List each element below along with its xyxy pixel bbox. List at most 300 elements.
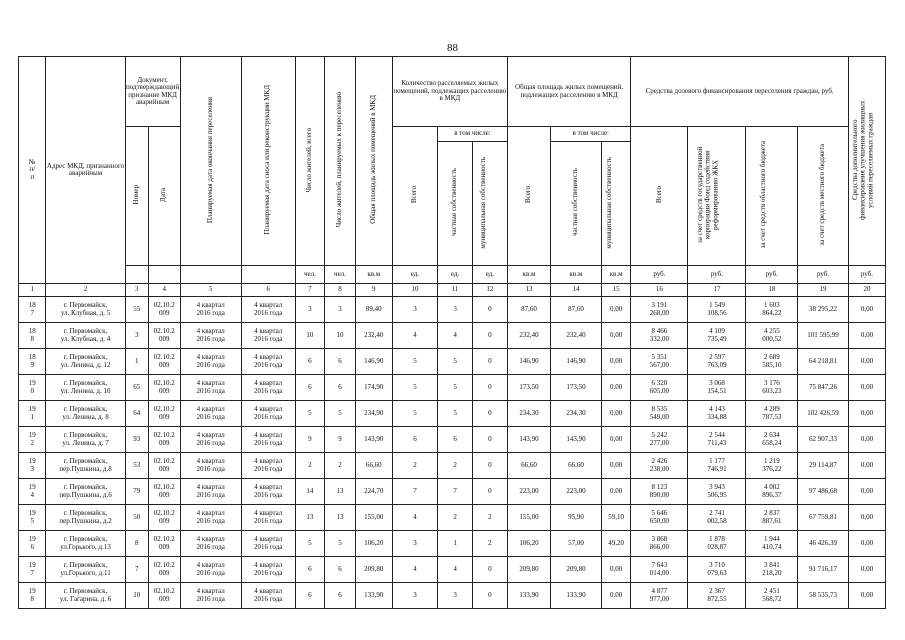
funds-regional-cell: 2 689 585,10 bbox=[746, 349, 798, 375]
demolition-date-cell: 4 квартал 2016 года bbox=[241, 557, 295, 583]
rooms-total-cell: 3 bbox=[392, 583, 437, 609]
funds-total-cell: 8 466 332,00 bbox=[631, 323, 688, 349]
funds-total-cell: 2 426 238,00 bbox=[631, 453, 688, 479]
area-private-cell: 143,90 bbox=[551, 427, 602, 453]
funds-regional-cell: 1 603 864,22 bbox=[746, 297, 798, 323]
residents-total-cell: 14 bbox=[295, 479, 325, 505]
unit-cell: чел. bbox=[295, 266, 325, 284]
header-count-group: Количество расселяемых жилых помещений, подлежащих расселению в МКД bbox=[392, 57, 507, 127]
table-row bbox=[19, 427, 886, 453]
doc-date-cell: 02.10.2 009 bbox=[148, 323, 180, 349]
residents-planned-cell: 13 bbox=[325, 479, 356, 505]
residents-planned-cell: 6 bbox=[325, 349, 356, 375]
relocation-end-cell: 4 квартал 2016 года bbox=[180, 401, 241, 427]
doc-date-cell: 02.10.2 009 bbox=[148, 427, 180, 453]
funds-additional-cell: 0,00 bbox=[848, 297, 885, 323]
funds-additional-cell: 0,00 bbox=[848, 427, 885, 453]
total-area-cell: 143,90 bbox=[355, 427, 392, 453]
header-area-including: в том числе: bbox=[551, 127, 631, 142]
rooms-municipal-cell: 0 bbox=[472, 479, 507, 505]
relocation-table bbox=[18, 56, 886, 609]
header-residents-planned: Число жителей, планируемых к переселению bbox=[325, 57, 356, 266]
header-document: Документ, подтверждающий признание МКД аварийным bbox=[125, 57, 180, 127]
table-row bbox=[19, 583, 886, 609]
relocation-end-cell: 4 квартал 2016 года bbox=[180, 479, 241, 505]
row-number-cell: 19 5 bbox=[19, 505, 46, 531]
rooms-municipal-cell: 0 bbox=[472, 401, 507, 427]
rooms-private-cell: 2 bbox=[438, 505, 473, 531]
residents-planned-cell: 6 bbox=[325, 557, 356, 583]
unit-cell: руб. bbox=[746, 266, 798, 284]
residents-planned-cell: 9 bbox=[325, 427, 356, 453]
funds-additional-cell: 0,00 bbox=[848, 375, 885, 401]
relocation-end-cell: 4 квартал 2016 года bbox=[180, 557, 241, 583]
column-number-cell: 17 bbox=[688, 284, 746, 297]
area-municipal-cell: 0,00 bbox=[601, 323, 631, 349]
page-number: 88 bbox=[447, 42, 458, 54]
residents-planned-cell: 5 bbox=[325, 401, 356, 427]
row-number-cell: 19 2 bbox=[19, 427, 46, 453]
address-cell: г. Первомайск, ул. Клубная, д. 4 bbox=[46, 323, 125, 349]
row-number-cell: 19 8 bbox=[19, 583, 46, 609]
area-total-cell: 232,40 bbox=[507, 323, 550, 349]
doc-date-cell: 02.10.2 009 bbox=[148, 375, 180, 401]
demolition-date-cell: 4 квартал 2016 года bbox=[241, 427, 295, 453]
total-area-cell: 209,80 bbox=[355, 557, 392, 583]
header-planned-relocation-end: Планируемая дата окончания переселения bbox=[180, 57, 241, 266]
doc-date-cell: 02.10.2 009 bbox=[148, 349, 180, 375]
address-cell: г. Первомайск, ул.Горького, д.11 bbox=[46, 557, 125, 583]
funds-additional-cell: 0,00 bbox=[848, 531, 885, 557]
rooms-municipal-cell: 0 bbox=[472, 375, 507, 401]
area-municipal-cell: 0,00 bbox=[601, 375, 631, 401]
header-total-area: Общая площадь жилых помещений в МКД bbox=[355, 57, 392, 266]
table-row bbox=[19, 375, 886, 401]
area-total-cell: 223,00 bbox=[507, 479, 550, 505]
unit-cell: ед. bbox=[392, 266, 437, 284]
funds-regional-cell: 1 219 376,22 bbox=[746, 453, 798, 479]
residents-planned-cell: 5 bbox=[325, 531, 356, 557]
header-address: Адрес МКД, признанного аварийным bbox=[46, 57, 125, 284]
unit-cell: чел. bbox=[325, 266, 356, 284]
funds-local-cell: 64 218,81 bbox=[798, 349, 849, 375]
funds-local-cell: 102 426,59 bbox=[798, 401, 849, 427]
rooms-total-cell: 4 bbox=[392, 323, 437, 349]
header-row-num: № п/ п bbox=[19, 57, 46, 284]
header-area-total: Всего bbox=[507, 127, 550, 266]
residents-total-cell: 10 bbox=[295, 323, 325, 349]
row-number-cell: 18 9 bbox=[19, 349, 46, 375]
column-number-cell: 2 bbox=[46, 284, 125, 297]
funds-additional-cell: 0,00 bbox=[848, 583, 885, 609]
residents-total-cell: 2 bbox=[295, 453, 325, 479]
total-area-cell: 155,00 bbox=[355, 505, 392, 531]
residents-planned-cell: 13 bbox=[325, 505, 356, 531]
rooms-total-cell: 7 bbox=[392, 479, 437, 505]
header-area-private: частная собственность bbox=[551, 142, 602, 266]
funds-total-cell: 3 191 268,00 bbox=[631, 297, 688, 323]
doc-number-cell: 53 bbox=[125, 453, 148, 479]
header-count-private: частная собственность bbox=[438, 142, 473, 266]
header-fund-federal: за счет средств государственной корпорации Фонд содействия реформированию ЖКХ bbox=[688, 127, 746, 266]
rooms-private-cell: 1 bbox=[438, 531, 473, 557]
residents-planned-cell: 10 bbox=[325, 323, 356, 349]
header-area-municipal: муниципальная собственность bbox=[601, 142, 631, 266]
area-private-cell: 173,50 bbox=[551, 375, 602, 401]
column-number-cell: 14 bbox=[551, 284, 602, 297]
address-cell: г. Первомайск, пер.Пушкина, д.8 bbox=[46, 453, 125, 479]
funds-federal-cell: 4 143 334,88 bbox=[688, 401, 746, 427]
area-municipal-cell: 49,20 bbox=[601, 531, 631, 557]
rooms-total-cell: 2 bbox=[392, 453, 437, 479]
unit-cell: руб. bbox=[798, 266, 849, 284]
rooms-private-cell: 4 bbox=[438, 323, 473, 349]
funds-local-cell: 29 114,87 bbox=[798, 453, 849, 479]
row-number-cell: 19 1 bbox=[19, 401, 46, 427]
column-number-cell: 15 bbox=[601, 284, 631, 297]
funds-federal-cell: 1 549 108,56 bbox=[688, 297, 746, 323]
funds-total-cell: 5 351 567,00 bbox=[631, 349, 688, 375]
column-number-cell: 18 bbox=[746, 284, 798, 297]
area-total-cell: 87,60 bbox=[507, 297, 550, 323]
rooms-total-cell: 5 bbox=[392, 349, 437, 375]
demolition-date-cell: 4 квартал 2016 года bbox=[241, 583, 295, 609]
funds-local-cell: 101 595,99 bbox=[798, 323, 849, 349]
area-municipal-cell: 59,10 bbox=[601, 505, 631, 531]
area-private-cell: 223,00 bbox=[551, 479, 602, 505]
unit-cell bbox=[148, 266, 180, 284]
funds-regional-cell: 3 841 218,20 bbox=[746, 557, 798, 583]
funds-regional-cell: 4 289 787,53 bbox=[746, 401, 798, 427]
residents-total-cell: 5 bbox=[295, 531, 325, 557]
table-row bbox=[19, 557, 886, 583]
funds-local-cell: 38 295,22 bbox=[798, 297, 849, 323]
header-fund-additional: Средства дополнительного финансирования улучшения жилищных условий переселяемых граждан bbox=[848, 57, 885, 266]
funds-additional-cell: 0,00 bbox=[848, 349, 885, 375]
residents-total-cell: 5 bbox=[295, 401, 325, 427]
header-count-municipal: муниципальная собственность bbox=[472, 142, 507, 266]
funds-federal-cell: 3 710 079,63 bbox=[688, 557, 746, 583]
funds-total-cell: 8 535 549,00 bbox=[631, 401, 688, 427]
rooms-total-cell: 5 bbox=[392, 375, 437, 401]
unit-cell bbox=[125, 266, 148, 284]
column-number-cell: 1 bbox=[19, 284, 46, 297]
column-number-cell: 11 bbox=[438, 284, 473, 297]
table-row bbox=[19, 531, 886, 557]
funds-additional-cell: 0,00 bbox=[848, 557, 885, 583]
residents-planned-cell: 6 bbox=[325, 375, 356, 401]
rooms-private-cell: 6 bbox=[438, 427, 473, 453]
row-number-cell: 18 7 bbox=[19, 297, 46, 323]
area-private-cell: 95,90 bbox=[551, 505, 602, 531]
column-number-cell: 9 bbox=[355, 284, 392, 297]
header-residents-total: Число жителей, всего bbox=[295, 57, 325, 266]
area-private-cell: 133,90 bbox=[551, 583, 602, 609]
funds-regional-cell: 2 634 658,24 bbox=[746, 427, 798, 453]
area-total-cell: 66,60 bbox=[507, 453, 550, 479]
residents-total-cell: 6 bbox=[295, 375, 325, 401]
doc-date-cell: 02.10.2 009 bbox=[148, 297, 180, 323]
relocation-end-cell: 4 квартал 2016 года bbox=[180, 427, 241, 453]
unit-cell: кв.м bbox=[551, 266, 602, 284]
funds-federal-cell: 3 068 154,51 bbox=[688, 375, 746, 401]
total-area-cell: 66,60 bbox=[355, 453, 392, 479]
funds-total-cell: 7 643 014,00 bbox=[631, 557, 688, 583]
area-total-cell: 133,90 bbox=[507, 583, 550, 609]
doc-number-cell: 10 bbox=[125, 583, 148, 609]
row-number-cell: 19 0 bbox=[19, 375, 46, 401]
total-area-cell: 133,90 bbox=[355, 583, 392, 609]
rooms-total-cell: 3 bbox=[392, 297, 437, 323]
column-number-cell: 5 bbox=[180, 284, 241, 297]
column-number-cell: 6 bbox=[241, 284, 295, 297]
area-private-cell: 66,60 bbox=[551, 453, 602, 479]
total-area-cell: 232,40 bbox=[355, 323, 392, 349]
column-number-cell: 13 bbox=[507, 284, 550, 297]
header-fund-regional: за счет средств областного бюджета bbox=[746, 127, 798, 266]
residents-planned-cell: 3 bbox=[325, 297, 356, 323]
row-number-cell: 18 8 bbox=[19, 323, 46, 349]
row-number-cell: 19 7 bbox=[19, 557, 46, 583]
funds-regional-cell: 2 837 887,61 bbox=[746, 505, 798, 531]
column-number-cell: 8 bbox=[325, 284, 356, 297]
rooms-private-cell: 3 bbox=[438, 297, 473, 323]
funds-local-cell: 58 535,73 bbox=[798, 583, 849, 609]
funds-additional-cell: 0,00 bbox=[848, 505, 885, 531]
relocation-end-cell: 4 квартал 2016 года bbox=[180, 349, 241, 375]
header-fund-local: за счет средств местного бюджета bbox=[798, 127, 849, 266]
rooms-total-cell: 5 bbox=[392, 401, 437, 427]
header-doc-number: Номер bbox=[125, 127, 148, 266]
doc-number-cell: 7 bbox=[125, 557, 148, 583]
funds-federal-cell: 1 878 028,87 bbox=[688, 531, 746, 557]
address-cell: г. Первомайск, ул.Горького, д.13 bbox=[46, 531, 125, 557]
unit-cell: руб. bbox=[688, 266, 746, 284]
demolition-date-cell: 4 квартал 2016 года bbox=[241, 531, 295, 557]
demolition-date-cell: 4 квартал 2016 года bbox=[241, 375, 295, 401]
funds-federal-cell: 1 177 746,91 bbox=[688, 453, 746, 479]
area-private-cell: 232,40 bbox=[551, 323, 602, 349]
column-number-cell: 4 bbox=[148, 284, 180, 297]
doc-number-cell: 55 bbox=[125, 297, 148, 323]
header-funds-group: Средства долевого финансирования переселения граждан, руб. bbox=[631, 57, 848, 127]
area-municipal-cell: 0,00 bbox=[601, 557, 631, 583]
area-municipal-cell: 0,00 bbox=[601, 349, 631, 375]
rooms-municipal-cell: 0 bbox=[472, 583, 507, 609]
funds-federal-cell: 2 367 872,55 bbox=[688, 583, 746, 609]
funds-total-cell: 5 242 277,00 bbox=[631, 427, 688, 453]
funds-federal-cell: 3 943 506,95 bbox=[688, 479, 746, 505]
rooms-municipal-cell: 2 bbox=[472, 505, 507, 531]
total-area-cell: 146,90 bbox=[355, 349, 392, 375]
column-number-cell: 12 bbox=[472, 284, 507, 297]
funds-regional-cell: 1 944 410,74 bbox=[746, 531, 798, 557]
residents-total-cell: 6 bbox=[295, 583, 325, 609]
table-row bbox=[19, 349, 886, 375]
area-total-cell: 173,50 bbox=[507, 375, 550, 401]
doc-number-cell: 79 bbox=[125, 479, 148, 505]
funds-total-cell: 6 320 605,00 bbox=[631, 375, 688, 401]
rooms-municipal-cell: 0 bbox=[472, 349, 507, 375]
demolition-date-cell: 4 квартал 2016 года bbox=[241, 323, 295, 349]
unit-cell bbox=[180, 266, 241, 284]
doc-number-cell: 50 bbox=[125, 505, 148, 531]
funds-local-cell: 67 759,81 bbox=[798, 505, 849, 531]
unit-cell: кв.м bbox=[601, 266, 631, 284]
area-municipal-cell: 0,00 bbox=[601, 453, 631, 479]
rooms-private-cell: 5 bbox=[438, 349, 473, 375]
funds-federal-cell: 2 741 002,58 bbox=[688, 505, 746, 531]
funds-regional-cell: 4 255 000,52 bbox=[746, 323, 798, 349]
area-municipal-cell: 0,00 bbox=[601, 401, 631, 427]
address-cell: г. Первомайск, пер.Пушкина, д.6 bbox=[46, 479, 125, 505]
area-municipal-cell: 0,00 bbox=[601, 297, 631, 323]
rooms-private-cell: 5 bbox=[438, 401, 473, 427]
rooms-total-cell: 6 bbox=[392, 427, 437, 453]
rooms-private-cell: 5 bbox=[438, 375, 473, 401]
residents-total-cell: 9 bbox=[295, 427, 325, 453]
funds-additional-cell: 0,00 bbox=[848, 401, 885, 427]
row-number-cell: 19 6 bbox=[19, 531, 46, 557]
row-number-cell: 19 3 bbox=[19, 453, 46, 479]
header-count-total: Всего bbox=[392, 127, 437, 266]
demolition-date-cell: 4 квартал 2016 года bbox=[241, 297, 295, 323]
address-cell: г. Первомайск, ул. Ленина, д. 8 bbox=[46, 401, 125, 427]
rooms-total-cell: 4 bbox=[392, 557, 437, 583]
demolition-date-cell: 4 квартал 2016 года bbox=[241, 453, 295, 479]
funds-local-cell: 91 716,17 bbox=[798, 557, 849, 583]
doc-number-cell: 8 bbox=[125, 531, 148, 557]
funds-regional-cell: 4 082 896,37 bbox=[746, 479, 798, 505]
table-row bbox=[19, 479, 886, 505]
unit-cell: руб. bbox=[848, 266, 885, 284]
doc-date-cell: 02.10.2 009 bbox=[148, 401, 180, 427]
funds-regional-cell: 2 451 568,72 bbox=[746, 583, 798, 609]
rooms-municipal-cell: 2 bbox=[472, 531, 507, 557]
relocation-end-cell: 4 квартал 2016 года bbox=[180, 583, 241, 609]
funds-local-cell: 46 426,39 bbox=[798, 531, 849, 557]
funds-regional-cell: 3 176 603,23 bbox=[746, 375, 798, 401]
doc-date-cell: 02.10.2 009 bbox=[148, 453, 180, 479]
rooms-private-cell: 3 bbox=[438, 583, 473, 609]
area-total-cell: 209,80 bbox=[507, 557, 550, 583]
funds-additional-cell: 0,00 bbox=[848, 453, 885, 479]
area-total-cell: 146,90 bbox=[507, 349, 550, 375]
relocation-end-cell: 4 квартал 2016 года bbox=[180, 505, 241, 531]
doc-date-cell: 02.10.2 009 bbox=[148, 531, 180, 557]
relocation-end-cell: 4 квартал 2016 года bbox=[180, 453, 241, 479]
column-number-cell: 20 bbox=[848, 284, 885, 297]
area-private-cell: 87,60 bbox=[551, 297, 602, 323]
funds-additional-cell: 0,00 bbox=[848, 479, 885, 505]
unit-cell: кв.м bbox=[355, 266, 392, 284]
address-cell: г. Первомайск, пер.Пушкина, д.2 bbox=[46, 505, 125, 531]
rooms-total-cell: 4 bbox=[392, 505, 437, 531]
doc-number-cell: 3 bbox=[125, 323, 148, 349]
doc-date-cell: 02.10.2 009 bbox=[148, 505, 180, 531]
address-cell: г. Первомайск, ул. Ленина, д. 12 bbox=[46, 349, 125, 375]
total-area-cell: 106,20 bbox=[355, 531, 392, 557]
funds-total-cell: 3 868 866,00 bbox=[631, 531, 688, 557]
rooms-municipal-cell: 0 bbox=[472, 453, 507, 479]
relocation-end-cell: 4 квартал 2016 года bbox=[180, 375, 241, 401]
funds-additional-cell: 0,00 bbox=[848, 323, 885, 349]
table-row bbox=[19, 401, 886, 427]
total-area-cell: 234,90 bbox=[355, 401, 392, 427]
area-total-cell: 106,20 bbox=[507, 531, 550, 557]
address-cell: г. Первомайск, ул. Клубная, д. 5 bbox=[46, 297, 125, 323]
residents-planned-cell: 2 bbox=[325, 453, 356, 479]
relocation-end-cell: 4 квартал 2016 года bbox=[180, 323, 241, 349]
funds-total-cell: 5 646 650,00 bbox=[631, 505, 688, 531]
rooms-municipal-cell: 0 bbox=[472, 297, 507, 323]
header-doc-date: Дата bbox=[148, 127, 180, 266]
header-planned-demolition: Планируемая дата сноса или реконструкции МКД bbox=[241, 57, 295, 266]
address-cell: г. Первомайск, ул. Ленина, д. 7 bbox=[46, 427, 125, 453]
area-total-cell: 143,90 bbox=[507, 427, 550, 453]
doc-number-cell: 65 bbox=[125, 375, 148, 401]
unit-cell: кв.м bbox=[507, 266, 550, 284]
rooms-private-cell: 7 bbox=[438, 479, 473, 505]
column-number-cell: 7 bbox=[295, 284, 325, 297]
doc-date-cell: 02.10.2 009 bbox=[148, 583, 180, 609]
area-private-cell: 146,90 bbox=[551, 349, 602, 375]
funds-federal-cell: 2 544 711,43 bbox=[688, 427, 746, 453]
area-municipal-cell: 0,00 bbox=[601, 583, 631, 609]
area-total-cell: 155,00 bbox=[507, 505, 550, 531]
doc-date-cell: 02.10.2 009 bbox=[148, 557, 180, 583]
funds-local-cell: 75 847,26 bbox=[798, 375, 849, 401]
total-area-cell: 89,40 bbox=[355, 297, 392, 323]
funds-total-cell: 8 123 890,00 bbox=[631, 479, 688, 505]
doc-number-cell: 93 bbox=[125, 427, 148, 453]
rooms-private-cell: 4 bbox=[438, 557, 473, 583]
area-total-cell: 234,30 bbox=[507, 401, 550, 427]
rooms-municipal-cell: 0 bbox=[472, 323, 507, 349]
funds-federal-cell: 4 109 735,49 bbox=[688, 323, 746, 349]
table-row bbox=[19, 505, 886, 531]
table-row bbox=[19, 323, 886, 349]
funds-federal-cell: 2 597 763,09 bbox=[688, 349, 746, 375]
residents-planned-cell: 6 bbox=[325, 583, 356, 609]
residents-total-cell: 6 bbox=[295, 557, 325, 583]
address-cell: г. Первомайск, ул. Ленина, д. 10 bbox=[46, 375, 125, 401]
funds-local-cell: 97 486,68 bbox=[798, 479, 849, 505]
rooms-private-cell: 2 bbox=[438, 453, 473, 479]
table-row bbox=[19, 297, 886, 323]
table-row bbox=[19, 453, 886, 479]
demolition-date-cell: 4 квартал 2016 года bbox=[241, 479, 295, 505]
header-funds-total: Всего bbox=[631, 127, 688, 266]
header-area-group: Общая площадь жилых помещений, подлежащих расселению в МКД bbox=[507, 57, 631, 127]
relocation-end-cell: 4 квартал 2016 года bbox=[180, 531, 241, 557]
total-area-cell: 224,70 bbox=[355, 479, 392, 505]
address-cell: г. Первомайск, ул. Гагарина, д. 6 bbox=[46, 583, 125, 609]
relocation-end-cell: 4 квартал 2016 года bbox=[180, 297, 241, 323]
area-private-cell: 234,30 bbox=[551, 401, 602, 427]
column-number-cell: 16 bbox=[631, 284, 688, 297]
column-number-cell: 19 bbox=[798, 284, 849, 297]
row-number-cell: 19 4 bbox=[19, 479, 46, 505]
demolition-date-cell: 4 квартал 2016 года bbox=[241, 349, 295, 375]
doc-number-cell: 1 bbox=[125, 349, 148, 375]
demolition-date-cell: 4 квартал 2016 года bbox=[241, 505, 295, 531]
doc-date-cell: 02.10.2 009 bbox=[148, 479, 180, 505]
residents-total-cell: 6 bbox=[295, 349, 325, 375]
funds-total-cell: 4 877 977,00 bbox=[631, 583, 688, 609]
rooms-municipal-cell: 0 bbox=[472, 427, 507, 453]
header-count-including: в том числе: bbox=[438, 127, 508, 142]
